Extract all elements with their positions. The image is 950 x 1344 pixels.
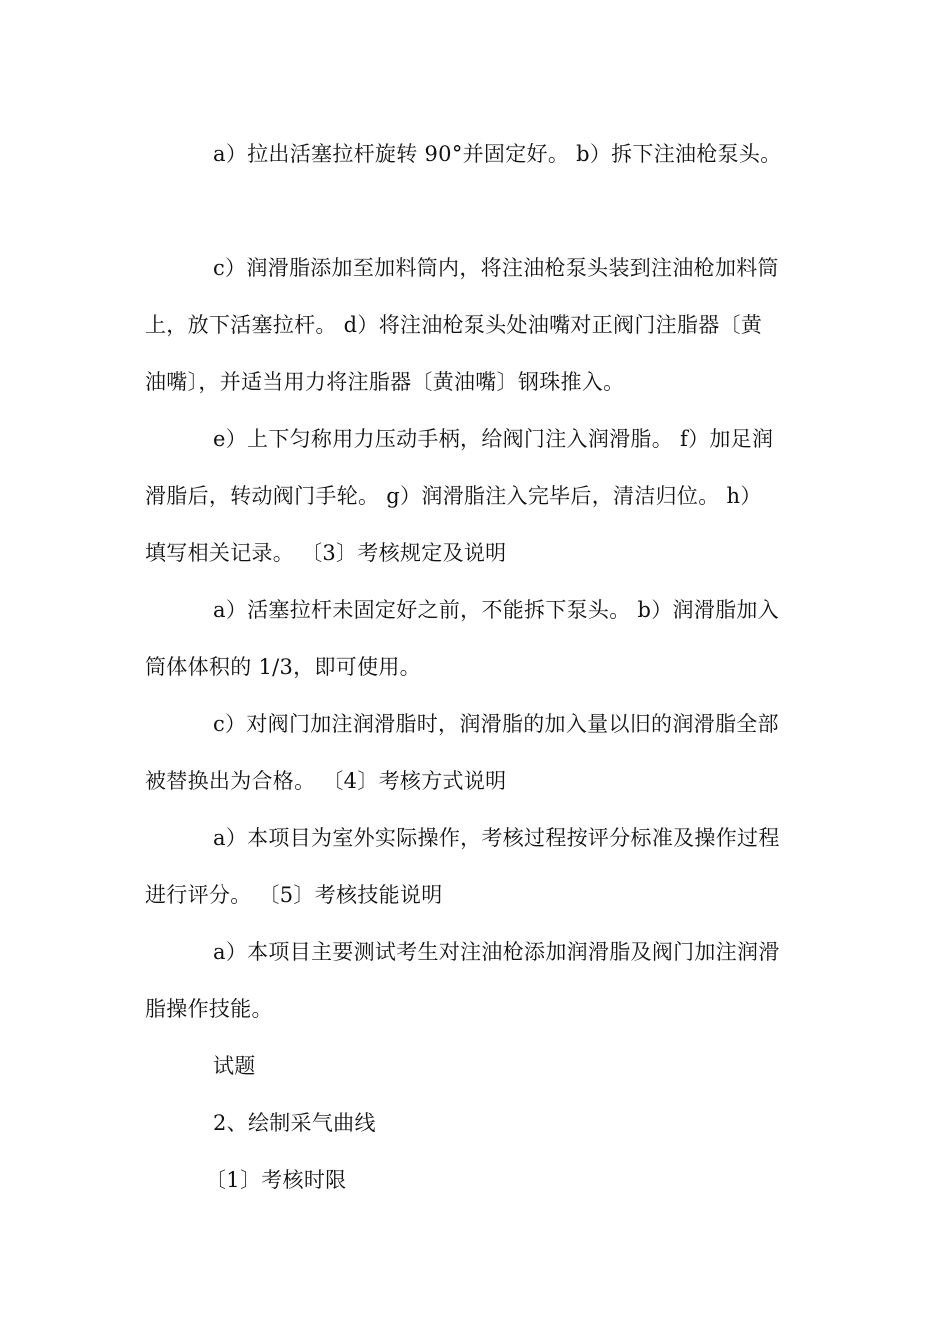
text-line-6: 滑脂后，转动阀门手轮。 g）润滑脂注入完毕后，清洁归位。 h）	[145, 484, 762, 508]
text-line-5: e）上下匀称用力压动手柄，给阀门注入润滑脂。 f）加足润	[213, 427, 774, 451]
section-heading-2-1: 〔1〕考核时限	[205, 1168, 347, 1192]
text-line-15: 脂操作技能。	[145, 997, 273, 1021]
text-line-1: a）拉出活塞拉杆旋转 90°并固定好。 b）拆下注油枪泵头。	[213, 142, 782, 166]
section-heading-2: 2、绘制采气曲线	[213, 1111, 376, 1135]
text-line-10: c）对阀门加注润滑脂时，润滑脂的加入量以旧的润滑脂全部	[213, 712, 779, 736]
text-line-11: 被替换出为合格。 〔4〕考核方式说明	[145, 769, 507, 793]
text-line-14: a）本项目主要测试考生对注油枪添加润滑脂及阀门加注润滑	[213, 940, 780, 964]
text-line-13: 进行评分。 〔5〕考核技能说明	[145, 883, 443, 907]
text-line-3: 上，放下活塞拉杆。 d）将注油枪泵头处油嘴对正阀门注脂器〔黄	[145, 313, 763, 337]
text-line-7: 填写相关记录。 〔3〕考核规定及说明	[145, 541, 507, 565]
text-line-4: 油嘴〕，并适当用力将注脂器〔黄油嘴〕钢珠推入。	[145, 370, 625, 394]
text-line-12: a）本项目为室外实际操作，考核过程按评分标准及操作过程	[213, 826, 780, 850]
text-line-8: a）活塞拉杆未固定好之前，不能拆下泵头。 b）润滑脂加入	[213, 598, 780, 622]
section-heading-shiti: 试题	[213, 1054, 256, 1078]
text-line-9: 筒体体积的 1/3，即可使用。	[145, 655, 421, 679]
text-line-2: c）润滑脂添加至加料筒内，将注油枪泵头装到注油枪加料筒	[213, 256, 779, 280]
